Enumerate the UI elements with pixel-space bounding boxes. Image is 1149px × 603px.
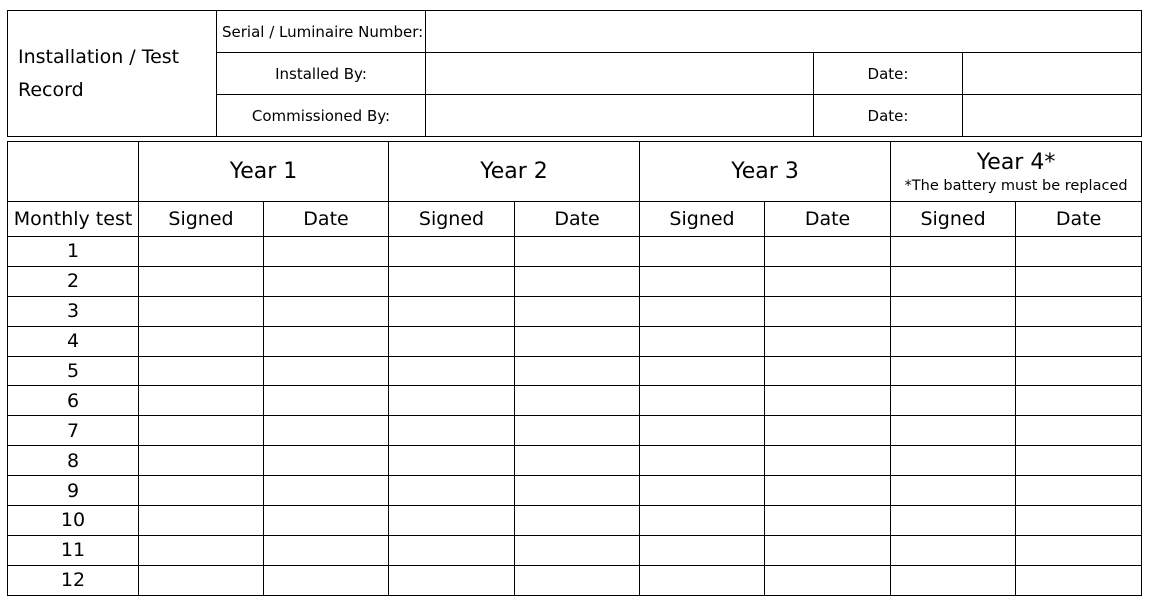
- year-1-signed-cell[interactable]: [139, 565, 264, 595]
- year-1-signed-cell[interactable]: [139, 446, 264, 476]
- year-3-date-cell[interactable]: [765, 535, 891, 565]
- year-3-date-cell[interactable]: [765, 565, 891, 595]
- year-4-date-cell[interactable]: [1016, 296, 1142, 326]
- year-3-signed-cell[interactable]: [640, 326, 765, 356]
- commissioned-by-label: Commissioned By:: [217, 95, 426, 137]
- year-4-date-cell[interactable]: [1016, 535, 1142, 565]
- year-1-date-cell[interactable]: [264, 237, 389, 267]
- table-row: [8, 416, 1142, 446]
- year-2-signed-cell[interactable]: [389, 386, 515, 416]
- year-1-date-cell[interactable]: [264, 296, 389, 326]
- year-3-date-cell[interactable]: [765, 266, 891, 296]
- month-number: 4: [8, 326, 139, 356]
- year-1-signed-cell[interactable]: [139, 296, 264, 326]
- table-row: [8, 386, 1142, 416]
- year-4-signed-cell[interactable]: [891, 386, 1016, 416]
- year-1-header: Year 1: [139, 142, 389, 202]
- year-4-signed-cell[interactable]: [891, 356, 1016, 386]
- year-2-date-cell[interactable]: [515, 565, 640, 595]
- month-number: 8: [8, 446, 139, 476]
- year-1-signed-cell[interactable]: [139, 476, 264, 506]
- month-number: 10: [8, 506, 139, 536]
- year-3-signed-cell[interactable]: [640, 446, 765, 476]
- year-4-signed-cell[interactable]: [891, 237, 1016, 267]
- year-3-signed-cell[interactable]: [640, 535, 765, 565]
- year-2-date-cell[interactable]: [515, 326, 640, 356]
- month-number: 11: [8, 535, 139, 565]
- year-3-date-cell[interactable]: [765, 506, 891, 536]
- table-row: [8, 356, 1142, 386]
- table-row: [8, 326, 1142, 356]
- year-4-date-cell[interactable]: [1016, 565, 1142, 595]
- year-3-date-cell[interactable]: [765, 386, 891, 416]
- year-3-signed-cell[interactable]: [640, 416, 765, 446]
- month-number: 12: [8, 565, 139, 595]
- year-2-date-cell[interactable]: [515, 476, 640, 506]
- year-3-date-cell[interactable]: [765, 296, 891, 326]
- month-number: 7: [8, 416, 139, 446]
- month-number: 2: [8, 266, 139, 296]
- year-4-date-cell[interactable]: [1016, 326, 1142, 356]
- monthly-test-header: Monthly test: [8, 202, 139, 237]
- signed-header: Signed: [640, 202, 765, 237]
- year-2-signed-cell[interactable]: [389, 356, 515, 386]
- month-number: 6: [8, 386, 139, 416]
- year-2-header: Year 2: [389, 142, 640, 202]
- commissioned-date-field[interactable]: [963, 95, 1142, 137]
- installed-by-field[interactable]: [426, 53, 814, 95]
- year-2-signed-cell[interactable]: [389, 535, 515, 565]
- signed-header: Signed: [389, 202, 515, 237]
- year-2-date-cell[interactable]: [515, 356, 640, 386]
- year-4-date-cell[interactable]: [1016, 446, 1142, 476]
- year-3-date-cell[interactable]: [765, 476, 891, 506]
- year-2-signed-cell[interactable]: [389, 326, 515, 356]
- year-2-signed-cell[interactable]: [389, 416, 515, 446]
- corner-cell: [8, 142, 139, 202]
- table-row: [8, 296, 1142, 326]
- year-3-date-cell[interactable]: [765, 446, 891, 476]
- year-1-signed-cell[interactable]: [139, 237, 264, 267]
- table-row: [8, 266, 1142, 296]
- year-4-signed-cell[interactable]: [891, 296, 1016, 326]
- month-number: 3: [8, 296, 139, 326]
- year-1-date-cell[interactable]: [264, 386, 389, 416]
- table-row: [8, 535, 1142, 565]
- month-number: 5: [8, 356, 139, 386]
- year-4-date-cell[interactable]: [1016, 476, 1142, 506]
- year-4-title: Year 4*: [976, 149, 1056, 175]
- year-4-date-cell[interactable]: [1016, 356, 1142, 386]
- installed-date-label: Date:: [814, 53, 963, 95]
- monthly-test-log: [7, 141, 1142, 596]
- year-1-date-cell[interactable]: [264, 506, 389, 536]
- year-2-date-cell[interactable]: [515, 296, 640, 326]
- date-header: Date: [264, 202, 389, 237]
- year-3-date-cell[interactable]: [765, 356, 891, 386]
- year-1-signed-cell[interactable]: [139, 326, 264, 356]
- table-row: [8, 446, 1142, 476]
- serial-number-label: Serial / Luminaire Number:: [217, 11, 426, 53]
- year-4-signed-cell[interactable]: [891, 506, 1016, 536]
- signed-header: Signed: [891, 202, 1016, 237]
- year-4-date-cell[interactable]: [1016, 237, 1142, 267]
- year-2-signed-cell[interactable]: [389, 506, 515, 536]
- table-row: [8, 476, 1142, 506]
- date-header: Date: [1016, 202, 1142, 237]
- year-1-signed-cell[interactable]: [139, 506, 264, 536]
- year-4-signed-cell[interactable]: [891, 565, 1016, 595]
- year-4-signed-cell[interactable]: [891, 416, 1016, 446]
- year-1-signed-cell[interactable]: [139, 416, 264, 446]
- year-3-signed-cell[interactable]: [640, 476, 765, 506]
- year-3-signed-cell[interactable]: [640, 266, 765, 296]
- year-1-date-cell[interactable]: [264, 416, 389, 446]
- installed-date-field[interactable]: [963, 53, 1142, 95]
- table-row: [8, 506, 1142, 536]
- year-3-date-cell[interactable]: [765, 416, 891, 446]
- year-1-signed-cell[interactable]: [139, 535, 264, 565]
- year-2-signed-cell[interactable]: [389, 476, 515, 506]
- year-4-signed-cell[interactable]: [891, 476, 1016, 506]
- table-row: [8, 237, 1142, 267]
- installation-record-header: [7, 10, 1142, 137]
- year-2-date-cell[interactable]: [515, 506, 640, 536]
- year-2-date-cell[interactable]: [515, 535, 640, 565]
- date-header: Date: [515, 202, 640, 237]
- battery-replace-note: *The battery must be replaced: [904, 177, 1128, 194]
- year-1-date-cell[interactable]: [264, 565, 389, 595]
- year-2-date-cell[interactable]: [515, 266, 640, 296]
- year-1-date-cell[interactable]: [264, 266, 389, 296]
- year-2-date-cell[interactable]: [515, 416, 640, 446]
- year-4-signed-cell[interactable]: [891, 446, 1016, 476]
- month-number: 1: [8, 237, 139, 267]
- year-1-date-cell[interactable]: [264, 535, 389, 565]
- signed-header: Signed: [139, 202, 264, 237]
- year-3-signed-cell[interactable]: [640, 386, 765, 416]
- year-4-date-cell[interactable]: [1016, 506, 1142, 536]
- year-3-date-cell[interactable]: [765, 237, 891, 267]
- commissioned-by-field[interactable]: [426, 95, 814, 137]
- record-title: Installation / Test Record: [8, 11, 217, 137]
- year-4-date-cell[interactable]: [1016, 416, 1142, 446]
- year-3-signed-cell[interactable]: [640, 565, 765, 595]
- year-2-signed-cell[interactable]: [389, 296, 515, 326]
- year-2-signed-cell[interactable]: [389, 266, 515, 296]
- year-4-date-cell[interactable]: [1016, 386, 1142, 416]
- year-1-date-cell[interactable]: [264, 446, 389, 476]
- date-header: Date: [765, 202, 891, 237]
- year-2-date-cell[interactable]: [515, 446, 640, 476]
- year-3-header: Year 3: [640, 142, 891, 202]
- commissioned-date-label: Date:: [814, 95, 963, 137]
- year-1-signed-cell[interactable]: [139, 356, 264, 386]
- year-2-date-cell[interactable]: [515, 386, 640, 416]
- year-4-signed-cell[interactable]: [891, 326, 1016, 356]
- year-1-signed-cell[interactable]: [139, 386, 264, 416]
- year-2-date-cell[interactable]: [515, 237, 640, 267]
- year-3-signed-cell[interactable]: [640, 237, 765, 267]
- year-4-header: [891, 142, 1142, 202]
- year-3-signed-cell[interactable]: [640, 506, 765, 536]
- year-2-signed-cell[interactable]: [389, 237, 515, 267]
- year-3-signed-cell[interactable]: [640, 356, 765, 386]
- year-1-date-cell[interactable]: [264, 476, 389, 506]
- year-4-date-cell[interactable]: [1016, 266, 1142, 296]
- year-1-date-cell[interactable]: [264, 356, 389, 386]
- installed-by-label: Installed By:: [217, 53, 426, 95]
- year-4-signed-cell[interactable]: [891, 266, 1016, 296]
- year-3-date-cell[interactable]: [765, 326, 891, 356]
- year-4-signed-cell[interactable]: [891, 535, 1016, 565]
- month-number: 9: [8, 476, 139, 506]
- year-2-signed-cell[interactable]: [389, 565, 515, 595]
- year-3-signed-cell[interactable]: [640, 296, 765, 326]
- year-1-date-cell[interactable]: [264, 326, 389, 356]
- table-row: [8, 565, 1142, 595]
- serial-number-field[interactable]: [426, 11, 1142, 53]
- year-1-signed-cell[interactable]: [139, 266, 264, 296]
- year-2-signed-cell[interactable]: [389, 446, 515, 476]
